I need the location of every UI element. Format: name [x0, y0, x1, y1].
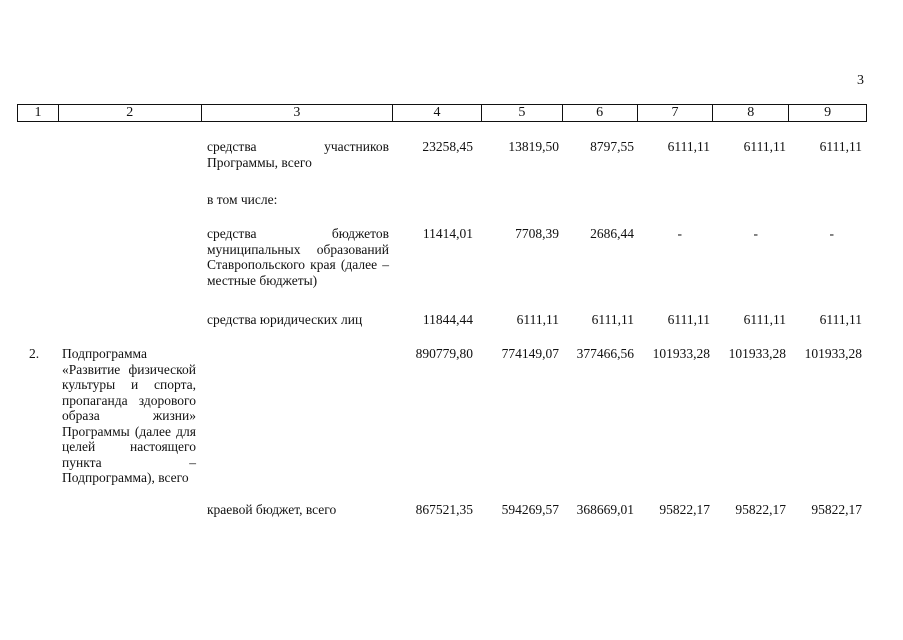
- value-col-6: 6111,11: [591, 312, 634, 327]
- value-col-7: -: [677, 226, 682, 241]
- row-label: краевой бюджет, всего: [207, 502, 337, 517]
- value-col-9: 6111,11: [819, 139, 862, 154]
- value-col-5: 774149,07: [501, 346, 559, 361]
- value-col-4: 11414,01: [422, 226, 473, 241]
- value-col-9: 101933,28: [804, 346, 862, 361]
- table-header-row: [17, 104, 867, 122]
- value-col-5: 594269,57: [501, 502, 559, 517]
- column-header-9: 9: [824, 105, 832, 120]
- column-header-8: 8: [713, 105, 789, 121]
- value-col-5: 13819,50: [508, 139, 559, 154]
- value-col-4: 867521,35: [415, 502, 473, 517]
- column-header-7: 7: [638, 105, 714, 121]
- column-header-5: 5: [482, 105, 563, 121]
- value-col-5: 6111,11: [516, 312, 559, 327]
- value-col-8: 6111,11: [743, 139, 786, 154]
- column-header-3: 3: [202, 105, 394, 121]
- value-col-6: 8797,55: [590, 139, 634, 154]
- subprogram-name: Подпрограмма «Развитие физической культуры и спорта, пропаганда здорового образа жизни» Программы (далее для целей настоящего пункта – Подпрограмма), всего: [62, 346, 196, 485]
- value-col-9: 95822,17: [811, 502, 862, 517]
- value-col-8: 101933,28: [728, 346, 786, 361]
- value-col-7: 101933,28: [652, 346, 710, 361]
- value-col-8: -: [753, 226, 758, 241]
- row-label: средства юридических лиц: [207, 312, 363, 327]
- value-col-8: 95822,17: [735, 502, 786, 517]
- value-col-4: 11844,44: [422, 312, 473, 327]
- row-label: средства бюджетов муниципальных образований Ставропольского края (далее – местные бюджеты): [207, 226, 389, 288]
- row-label: средства участников Программы, всего: [207, 139, 389, 170]
- value-col-7: 6111,11: [667, 312, 710, 327]
- value-col-7: 6111,11: [667, 139, 710, 154]
- column-header-1: 1: [18, 105, 59, 121]
- row-number: 2.: [29, 346, 40, 361]
- value-col-6: 377466,56: [576, 346, 634, 361]
- value-col-6: 2686,44: [590, 226, 634, 241]
- value-col-5: 7708,39: [515, 226, 559, 241]
- value-col-4: 890779,80: [415, 346, 473, 361]
- value-col-8: 6111,11: [743, 312, 786, 327]
- value-col-9: -: [829, 226, 834, 241]
- column-header-4: 4: [393, 105, 482, 121]
- row-label: в том числе:: [207, 192, 278, 207]
- value-col-7: 95822,17: [659, 502, 710, 517]
- column-header-6: 6: [563, 105, 638, 121]
- value-col-4: 23258,45: [422, 139, 473, 154]
- page-number: 3: [857, 73, 864, 88]
- value-col-9: 6111,11: [819, 312, 862, 327]
- value-col-6: 368669,01: [576, 502, 634, 517]
- column-header-2: 2: [59, 105, 202, 121]
